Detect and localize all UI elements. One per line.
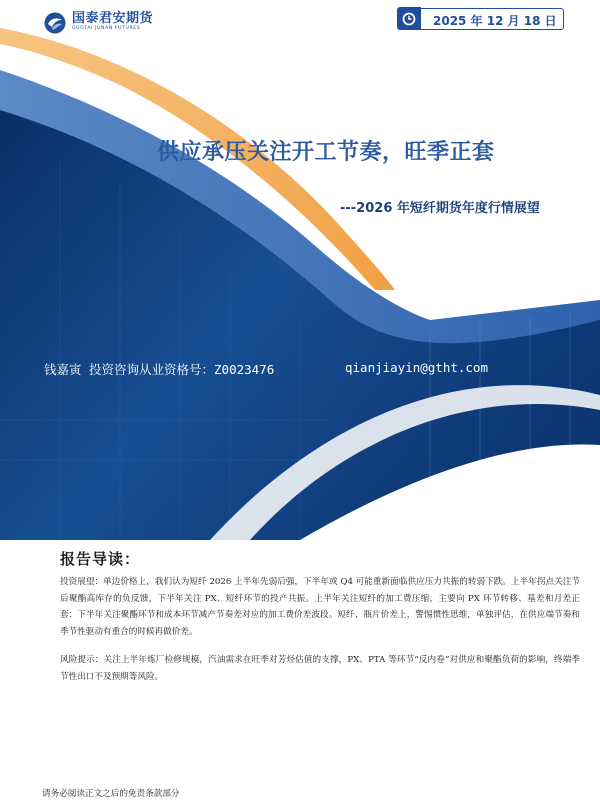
disclaimer-note: 请务必阅读正文之后的免责条款部分 — [42, 789, 180, 799]
risk-warning-paragraph: 风险提示：关注上半年炼厂检修规模，汽油需求在旺季对芳烃估值的支撑，PX、PTA 等环节“反内卷”对供应和聚酯负荷的影响，终端季节性出口不及预期等风险。 — [60, 655, 580, 682]
logo-mark-icon — [44, 12, 66, 34]
analyst-credentials: 钱嘉寅 投资咨询从业资格号：Z0023476 — [44, 362, 275, 377]
report-subtitle: ---2026 年短纤期货年度行情展望 — [340, 201, 540, 216]
company-logo — [44, 12, 153, 34]
clock-icon — [397, 7, 421, 30]
analyst-email: qianjiayin@gtht.com — [345, 360, 488, 375]
logo-name-en: GUOTAI JUNAN FUTURES — [72, 26, 141, 31]
investment-outlook-paragraph: 投资展望：单边价格上，我们认为短纤 2026 上半年先弱后强，下半年或 Q4 可能重新面临供应压力共振的转弱下跌。上半年拐点关注节后聚酯高库存的负反馈，下半年关注 PX、短纤环节的投产共振。上半年关注短纤的加工费压缩，主要向 PX 环节转移、基差和月差正套：下半年关注聚酯环节和成本环节减产节奏差对应的加工费价差波段。短纤、瓶片价差上，警惕惯性思维，单独评估，在供应端节奏和季节性驱动有重合的时候再做价差。 — [60, 577, 580, 637]
report-title: 供应承压关注开工节奏，旺季正套 — [157, 140, 495, 165]
report-date: 2025 年 12 月 18 日 — [433, 14, 557, 28]
report-guide-heading: 报告导读： — [60, 550, 141, 568]
logo-name-cn: 国泰君安期货 — [72, 11, 154, 26]
report-date-box — [398, 8, 564, 30]
